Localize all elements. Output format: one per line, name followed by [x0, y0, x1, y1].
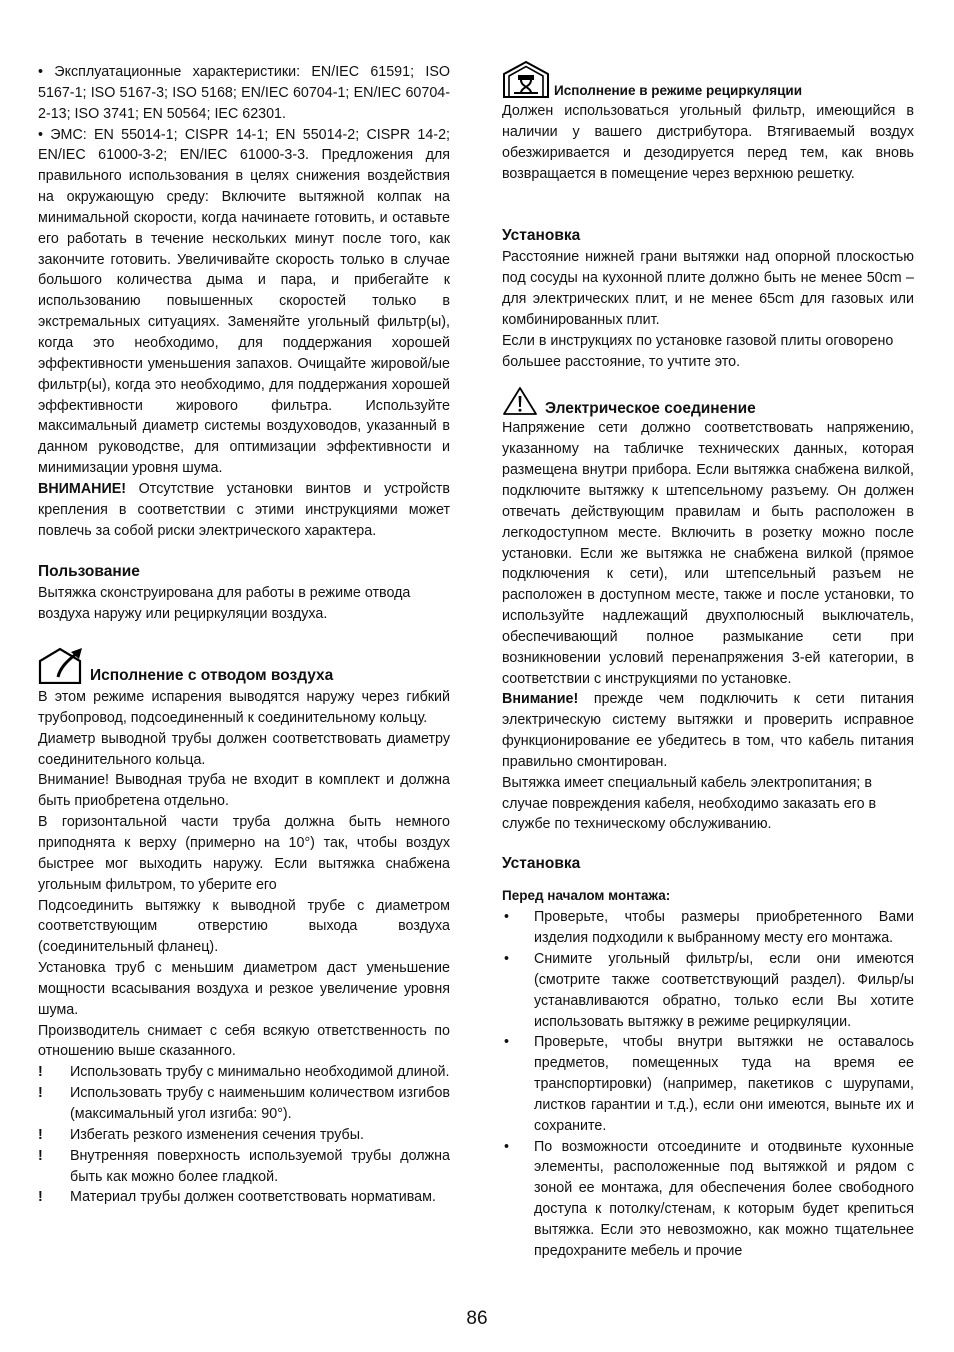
list-item: ! Использовать трубу с минимально необходимой длиной. — [38, 1062, 450, 1083]
exhaust-mode-heading — [38, 646, 450, 684]
exhaust-paragraph: В горизонтальной части труба должна быть немного приподнята к верху (примерно на 10°) так, чтобы воздух быстрее мог выходить наружу. Если вытяжка снабжена угольным фильтром, то уберите его — [38, 814, 450, 893]
list-item: • Проверьте, чтобы размеры приобретенного Вами изделия подходили к выбранному месту его монтажа. — [504, 909, 914, 947]
usage-paragraph: Вытяжка сконструирована для работы в режиме отвода воздуха наружу или рециркуляции воздуха. — [38, 585, 411, 623]
warning-triangle-icon — [502, 386, 538, 416]
bullet-marker: • — [504, 1034, 510, 1051]
usage-heading: Пользование — [38, 563, 140, 581]
page-number: 86 — [466, 1308, 488, 1329]
electrical-warning-label: Внимание! — [502, 691, 579, 708]
exhaust-paragraph: Диаметр выводной трубы должен соответствовать диаметру соединительного кольца. — [38, 730, 450, 768]
exhaust-paragraph: Подсоединить вытяжку к выводной трубе с диаметром соответствующим отверстию выхода воздуха (соединительный фланец). — [38, 897, 450, 956]
installation-paragraph: Расстояние нижней грани вытяжки над опорной плоскостью под сосуды на кухонной плите должно быть не менее 50cm – для электрических плит, и не менее 65cm для газовых или комбинированных плит. — [502, 249, 914, 328]
pre-installation-list — [502, 907, 914, 1261]
bullet-marker: ! — [38, 1147, 43, 1164]
list-item: • Проверьте, чтобы внутри вытяжки не оставалось предметов, помещенных туда на время ее транспортировки) (например, пакетиков с шурупами, листков гарантии и т.д.), если они имеются, выньте их и сохраните. — [504, 1034, 914, 1134]
exhaust-paragraph: Установка труб с меньшим диаметром даст уменьшение мощности всасывания воздуха и резкое увеличение уровня шума. — [38, 960, 450, 1018]
bullet-marker: ! — [38, 1085, 43, 1102]
recirculation-mode-title: Исполнение в режиме рециркуляции — [554, 83, 803, 99]
electrical-paragraph: Напряжение сети должно соответствовать напряжению, указанному на табличке технических данных, которая размещена внутри прибора. Если вытяжка снабжена вилкой, подключите вытяжку к штепсельному разъему. Он должен отвечать действующим правилам и быть расположен в легкодоступном месте. Включить в розетку можно после установки. Если же вытяжка не снабжена вилкой (прямое подключения к сети), или штепсельный разъем не расположен в доступном месте, также и после установки, то используйте надлежащий двухполюсный выключатель, обеспечивающий полное размыкание сети при возникновении условий перенапряжения 3-ей категории, в соответствии с инструкциями по установке. — [502, 420, 914, 687]
list-item: • Снимите угольный фильтр/ы, если они имеются (смотрите также соответствующий раздел). Фильр/ы устанавливаются обратно, только если Вы хотите использовать вытяжку в режиме рециркуляции. — [504, 951, 914, 1030]
bullet-marker: • — [504, 909, 510, 926]
list-item: ! Материал трубы должен соответствовать нормативам. — [38, 1187, 450, 1208]
bullet-marker: • — [504, 951, 510, 967]
electrical-paragraph: Вытяжка имеет специальный кабель электропитания; в случае повреждения кабеля, необходимо заказать его в службе по техническому обслуживанию. — [502, 774, 877, 833]
list-item: • По возможности отсоедините и отодвиньте кухонные элементы, расположенные под вытяжкой и рядом с зоной ее монтажа, для обеспечения более свободного доступа к потолку/стенам, к которым будет крепиться вытяжка. Если это невозможно, как можно тщательнее предохраните мебель и прочие — [504, 1138, 914, 1259]
bullet-marker: ! — [38, 1126, 43, 1143]
exhaust-paragraph: В этом режиме испарения выводятся наружу через гибкий трубопровод, подсоединенный к соединительному кольцу. — [38, 689, 450, 726]
list-item: ! Избегать резкого изменения сечения трубы. — [38, 1125, 450, 1146]
warning-label: ВНИМАНИЕ! — [38, 480, 127, 497]
exhaust-mode-title: Исполнение с отводом воздуха — [90, 667, 334, 685]
recirculation-paragraph: Должен использоваться угольный фильтр, имеющийся в наличии у вашего дистрибутора. Втягиваемый воздух обезжиривается и дезодируется перед тем, как вновь возвращается в помещение через верхнюю решетку. — [502, 103, 914, 182]
recirculation-mode-heading — [502, 60, 914, 99]
warning-paragraph — [38, 479, 450, 542]
installation-heading: Установка — [502, 227, 581, 245]
bullet-marker: • — [504, 1138, 510, 1155]
recirculation-icon — [502, 60, 550, 99]
performance-standards: • Эксплуатационные характеристики: EN/IEC 61591; ISO 5167-1; ISO 5167-3; ISO 5168; EN/IEC 60704-1; EN/IEC 60704-2-13; ISO 3741; EN 50564; IEC 62301. — [38, 64, 450, 122]
electrical-connection-heading — [502, 386, 914, 416]
installation-heading-2: Установка — [502, 855, 581, 873]
exhaust-paragraph: Производитель снимает с себя всякую ответственность по отношению выше сказанного. — [38, 1022, 450, 1060]
left-column — [38, 62, 450, 1208]
warning-text: Отсутствие установки винтов и устройств крепления в соответствии с этими инструкциями может повлечь за собой риски электрического характера. — [38, 480, 450, 539]
before-installation-subheading: Перед началом монтажа: — [502, 888, 671, 904]
exhaust-icon — [38, 646, 86, 684]
emc-and-eco-paragraph: • ЭМС: EN 55014-1; CISPR 14-1; EN 55014-2; CISPR 14-2; EN/IEC 61000-3-2; EN/IEC 61000-3-3. Предложения для правильного использования в целях снижения воздействия на окружающую среду: Включите вытяжной колпак на минимальной скорости, когда начинаете готовить, и оставьте его работать в течение нескольких минут после того, как закончите готовить. Увеличивайте скорость только в случае большого количества дыма и пара, и прибегайте к использованию повышенных скоростей только в экстремальных ситуациях. Заменяйте угольный фильтр(ы), когда это необходимо, для поддержания хорошей эффективности уменьшения запахов. Очищайте жировой/ые фильтр(ы), когда это необходимо, для поддержания хорошей эффективности жирового фильтра. Используйте максимальный диаметр системы воздуховодов, указанный в данном руководстве, для оптимизации эффективности и минимизации уровня шума. — [38, 126, 450, 477]
list-item: ! Внутренняя поверхность используемой трубы должна быть как можно более гладкой. — [38, 1147, 450, 1185]
bullet-marker: ! — [38, 1064, 43, 1081]
right-column — [502, 62, 914, 1262]
bullet-marker: ! — [38, 1189, 43, 1206]
pipe-requirements-list — [38, 1062, 450, 1208]
installation-paragraph: Если в инструкциях по установке газовой плиты оговорено большее расстояние, то учтите это. — [502, 332, 894, 370]
exhaust-paragraph: Внимание! Выводная труба не входит в комплект и должна быть приобретена отдельно. — [38, 772, 450, 810]
electrical-connection-title: Электрическое соединение — [545, 399, 756, 417]
list-item: ! Использовать трубу с наименьшим количеством изгибов (максимальный угол изгиба: 90°). — [38, 1085, 450, 1122]
electrical-warning-paragraph: Внимание! прежде чем подключить к сети питания электрическую систему вытяжки и проверить исправное функционирование ее убедитесь в том, что кабель питания правильно смонтирован. — [502, 691, 914, 770]
